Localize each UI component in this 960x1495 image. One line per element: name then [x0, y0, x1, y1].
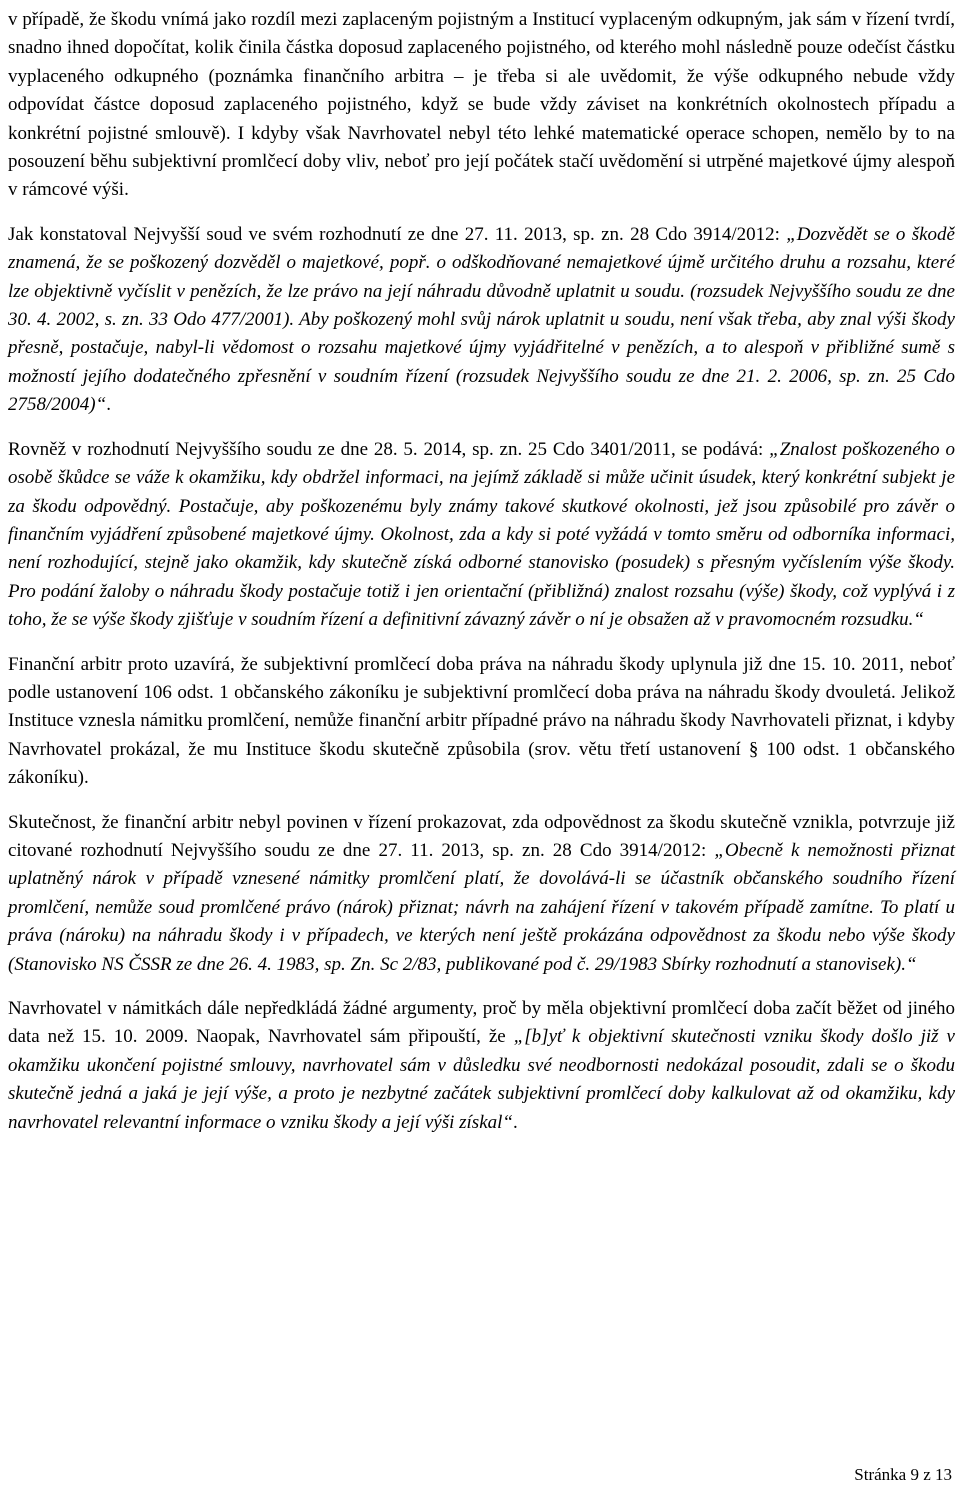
text-segment: Finanční arbitr proto uzavírá, že subjektivní promlčecí doba práva na náhradu škody uplynula již dne 15. 10. 2011, neboť podle ustanovení 106 odst. 1 občanského zákoníku je subjektivní promlčecí doba práva na náhradu škody dvouletá. Jelikož Instituce vznesla námitku promlčení, nemůže finanční arbitr případné právo na náhradu škody Navrhovateli přiznat, i kdyby Navrhovatel prokázal, že mu Instituce škodu skutečně způsobila (srov. větu třetí ustanovení § 100 odst. 1 občanského zákoníku).: [8, 653, 955, 789]
text-segment: v případě, že škodu vnímá jako rozdíl mezi zaplaceným pojistným a Institucí vyplaceným odkupným, jak sám v řízení tvrdí, snadno ihned dopočítat, kolik činila částka doposud zaplaceného pojistného, od kterého mohl následně pouze odečíst částku vyplaceného odkupného (poznámka finančního arbitra – je třeba si ale uvědomit, že výše odkupného nebude vždy odpovídat částce doposud zaplaceného pojistného, když se bude vždy záviset na konkrétních okolnostech případu a konkrétní pojistné smlouvě). I kdyby však Navrhovatel nebyl této lehké matematické operace schopen, nemělo by to na posouzení běhu subjektivní promlčecí doby vliv, neboť pro její počátek stačí uvědomění si utrpěné majetkové újmy alespoň v rámcové výši.: [8, 9, 955, 201]
paragraph-1: [8, 6, 955, 205]
text-segment: .: [512, 1111, 518, 1133]
quote-segment: „Dozvědět se o škodě znamená, že se poškozený dozvěděl o majetkové, popř. o odškodňované nemajetkové újmě určitého druhu a rozsahu, které lze objektivně vyčíslit v penězích, že lze právo na její náhradu důvodně uplatnit u soudu. (rozsudek Nejvyššího soudu ze dne 30. 4. 2002, s. zn. 33 Odo 477/2001). Aby poškozený mohl svůj nárok uplatnit u soudu, není však třeba, aby znal výši škody přesně, postačuje, nabyl-li vědomost o rozsahu majetkové újmy vyjádřitelné v penězích, a to alespoň v přibližné sumě s možností jejího dodatečného zpřesnění v soudním řízení (rozsudek Nejvyššího soudu ze dne 21. 2. 2006, sp. zn. 25 Cdo 2758/2004)“: [8, 223, 955, 416]
quote-segment: „Znalost poškozeného o osobě škůdce se váže k okamžiku, kdy obdržel informaci, na jejímž základě si může učinit úsudek, který konkrétní subjekt je za škodu odpovědný. Postačuje, aby poškozenému byly známy takové skutkové okolnosti, jež jsou způsobilé pro závěr o finančním vyjádření způsobené majetkové újmy. Okolnost, zda a kdy si poté vyžádá v tomto směru od odborníka informaci, není rozhodující, stejně jako okamžik, kdy skutečně získá odborné stanovisko (posudek) s přesným vyčíslením výše škody. Pro podání žaloby o náhradu škody postačuje totiž i jen orientační (přibližná) znalost rozsahu (výše) škody, což vyplývá i z toho, že se výše škody zjišťuje v soudním řízení a definitivní závazný závěr o ní je obsažen až v pravomocném rozsudku.“: [8, 438, 955, 631]
quote-segment: „[b]yť k objektivní skutečnosti vzniku škody došlo již v okamžiku ukončení pojistné smlouvy, navrhovatel sám v důsledku své neodbornosti nedokázal posoudit, zdali se o škodu skutečně jedná a jaká je její výše, a proto je nezbytné začátek subjektivní promlčecí doby kalkulovat až od okamžiku, kdy navrhovatel relevantní informace o vzniku škody a její výši získal“: [8, 1026, 955, 1133]
paragraph-2: [8, 221, 955, 420]
paragraph-3: [8, 436, 955, 635]
text-segment: Rovněž v rozhodnutí Nejvyššího soudu ze dne 28. 5. 2014, sp. zn. 25 Cdo 3401/2011, se podává:: [8, 438, 770, 460]
text-segment: Skutečnost, že finanční arbitr nebyl povinen v řízení prokazovat, zda odpovědnost za škodu skutečně vznikla, potvrzuje již citované rozhodnutí Nejvyššího soudu ze dne 27. 11. 2013, sp. zn. 28 Cdo 3914/2012:: [8, 811, 955, 861]
document-page: [8, 6, 955, 1137]
text-segment: Navrhovatel v námitkách dále nepředkládá žádné argumenty, proč by měla objektivní promlčecí doba začít běžet od jiného data než 15. 10. 2009. Naopak, Navrhovatel sám připouští, že: [8, 998, 955, 1048]
quote-segment: „Obecně k nemožnosti přiznat uplatněný nárok v případě vznesené námitky promlčení platí, že dovolává-li se účastník občanského soudního řízení promlčení, nemůže soud promlčené právo (nárok) přiznat; návrh na zahájení řízení v takovém případě zamítne. To platí u práva (nároku) na náhradu škody i v případech, ve kterých není ještě prokázána odpovědnost za škodu nebo výše škody (Stanovisko NS ČSSR ze dne 26. 4. 1983, sp. Zn. Sc 2/83, publikované pod č. 29/1983 Sbírky rozhodnutí a stanovisek).“: [8, 839, 955, 975]
page-number: Stránka 9 z 13: [854, 1465, 952, 1484]
paragraph-6: [8, 995, 955, 1137]
text-segment: .: [106, 394, 111, 416]
paragraph-5: [8, 809, 955, 979]
paragraph-4: [8, 651, 955, 793]
text-segment: Jak konstatoval Nejvyšší soud ve svém rozhodnutí ze dne 27. 11. 2013, sp. zn. 28 Cdo 3914/2012:: [8, 223, 787, 245]
